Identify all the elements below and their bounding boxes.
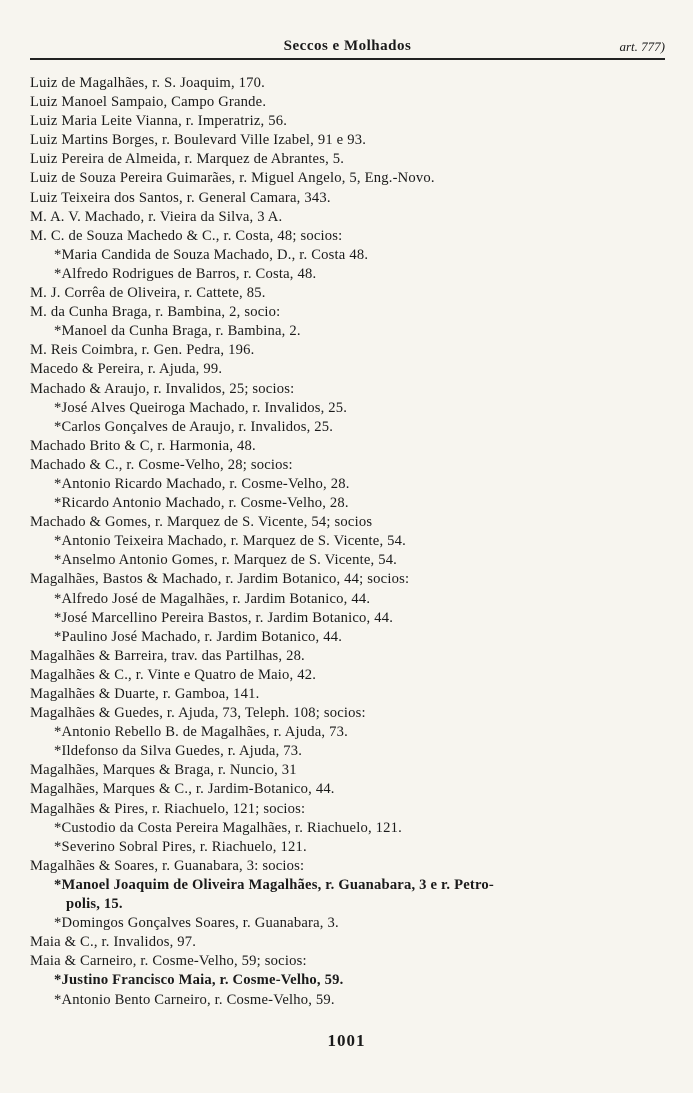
directory-entry: Magalhães & Barreira, trav. das Partilhas, 28.	[30, 647, 305, 664]
directory-entry: M. da Cunha Braga, r. Bambina, 2, socio:	[30, 304, 281, 321]
partner-entry: *Alfredo Rodrigues de Barros, r. Costa, 48.	[54, 265, 317, 282]
directory-entry: Magalhães, Bastos & Machado, r. Jardim Botanico, 44; socios:	[30, 571, 410, 588]
entry-continuation: polis, 15.	[66, 896, 123, 913]
directory-entry: Macedo & Pereira, r. Ajuda, 99.	[30, 361, 223, 378]
partner-entry: *Paulino José Machado, r. Jardim Botanico, 44.	[54, 628, 343, 645]
partner-entry: *Severino Sobral Pires, r. Riachuelo, 121.	[54, 838, 307, 855]
directory-entry: Magalhães & Guedes, r. Ajuda, 73, Teleph. 108; socios:	[30, 705, 366, 722]
partner-entry: *Carlos Gonçalves de Araujo, r. Invalidos, 25.	[54, 418, 334, 435]
partner-entry: *Maria Candida de Souza Machado, D., r. Costa 48.	[54, 246, 369, 263]
directory-entry: M. A. V. Machado, r. Vieira da Silva, 3 A.	[30, 208, 283, 225]
partner-entry: *Justino Francisco Maia, r. Cosme-Velho, 59.	[54, 972, 344, 989]
directory-entry: Luiz Martins Borges, r. Boulevard Ville Izabel, 91 e 93.	[30, 132, 367, 149]
partner-entry: *Antonio Rebello B. de Magalhães, r. Ajuda, 73.	[54, 724, 348, 741]
directory-entry: Luiz Manoel Sampaio, Campo Grande.	[30, 94, 267, 111]
directory-entry: Magalhães & Pires, r. Riachuelo, 121; socios:	[30, 800, 306, 817]
partner-entry: *Antonio Bento Carneiro, r. Cosme-Velho, 59.	[54, 991, 335, 1008]
directory-entry: Luiz de Magalhães, r. S. Joaquim, 170.	[30, 75, 265, 91]
page-number: 1001	[327, 1031, 366, 1050]
partner-entry: *Manoel Joaquim de Oliveira Magalhães, r. Guanabara, 3 e r. Petro-	[54, 876, 494, 893]
partner-entry: *Manoel da Cunha Braga, r. Bambina, 2.	[54, 323, 301, 340]
partner-entry: *Anselmo Antonio Gomes, r. Marquez de S. Vicente, 54.	[54, 552, 398, 569]
partner-entry: *Alfredo José de Magalhães, r. Jardim Botanico, 44.	[54, 590, 371, 607]
directory-entry: Luiz Teixeira dos Santos, r. General Camara, 343.	[30, 189, 331, 206]
directory-entry: Luiz Maria Leite Vianna, r. Imperatriz, 56.	[30, 113, 288, 130]
header-rule	[30, 58, 665, 60]
directory-entry: Magalhães & Soares, r. Guanabara, 3: socios:	[30, 857, 305, 874]
directory-entry: Machado Brito & C, r. Harmonia, 48.	[30, 437, 256, 454]
partner-entry: *Ildefonso da Silva Guedes, r. Ajuda, 73.	[54, 743, 303, 760]
directory-entry: M. J. Corrêa de Oliveira, r. Cattete, 85.	[30, 285, 266, 302]
directory-entry: M. Reis Coimbra, r. Gen. Pedra, 196.	[30, 342, 255, 359]
partner-entry: *Custodio da Costa Pereira Magalhães, r. Riachuelo, 121.	[54, 819, 403, 836]
directory-entry: M. C. de Souza Machedo & C., r. Costa, 48; socios:	[30, 227, 343, 244]
section-title: Seccos e Molhados	[283, 38, 412, 54]
article-reference: art. 777)	[619, 39, 665, 54]
directory-entry: Magalhães, Marques & Braga, r. Nuncio, 31	[30, 762, 297, 779]
directory-entries	[30, 74, 679, 1010]
partner-entry: *Domingos Gonçalves Soares, r. Guanabara, 3.	[54, 915, 339, 932]
directory-entry: Machado & Araujo, r. Invalidos, 25; socios:	[30, 380, 295, 397]
partner-entry: *José Alves Queiroga Machado, r. Invalidos, 25.	[54, 399, 348, 416]
directory-entry: Machado & C., r. Cosme-Velho, 28; socios:	[30, 456, 293, 473]
directory-entry: Maia & Carneiro, r. Cosme-Velho, 59; socios:	[30, 953, 307, 970]
directory-entry: Luiz de Souza Pereira Guimarães, r. Miguel Angelo, 5, Eng.-Novo.	[30, 170, 435, 187]
directory-entry: Maia & C., r. Invalidos, 97.	[30, 934, 197, 951]
partner-entry: *Ricardo Antonio Machado, r. Cosme-Velho, 28.	[54, 495, 349, 512]
directory-entry: Machado & Gomes, r. Marquez de S. Vicente, 54; socios	[30, 514, 373, 531]
partner-entry: *Antonio Ricardo Machado, r. Cosme-Velho, 28.	[54, 475, 350, 492]
partner-entry: *Antonio Teixeira Machado, r. Marquez de S. Vicente, 54.	[54, 533, 407, 550]
directory-entry: Magalhães & Duarte, r. Gamboa, 141.	[30, 686, 260, 702]
partner-entry: *José Marcellino Pereira Bastos, r. Jardim Botanico, 44.	[54, 609, 394, 626]
directory-entry: Magalhães, Marques & C., r. Jardim-Botanico, 44.	[30, 781, 335, 798]
directory-entry: Magalhães & C., r. Vinte e Quatro de Maio, 42.	[30, 666, 317, 683]
directory-entry: Luiz Pereira de Almeida, r. Marquez de Abrantes, 5.	[30, 151, 345, 168]
running-head	[30, 38, 665, 58]
